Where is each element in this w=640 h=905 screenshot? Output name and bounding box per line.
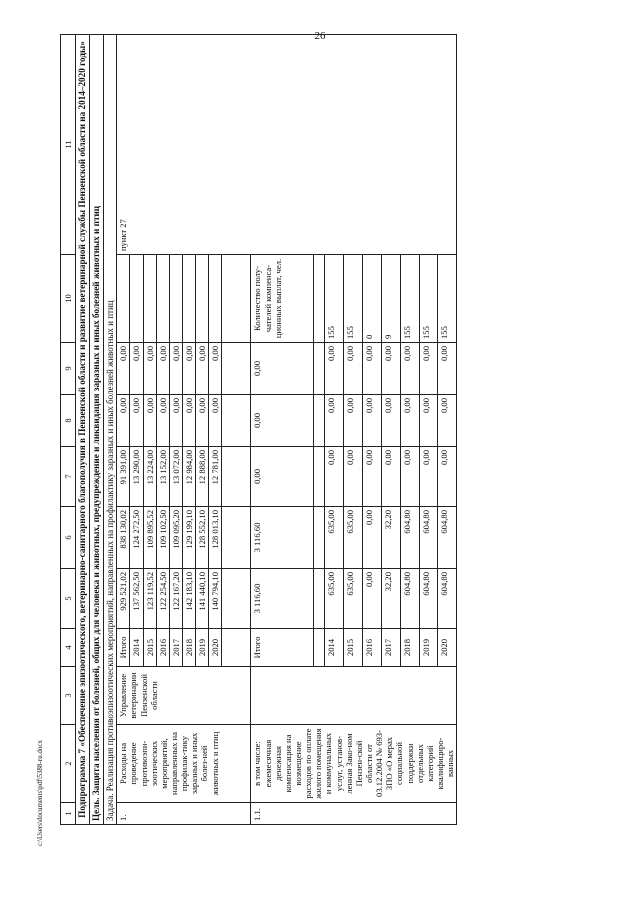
item1-indicator-empty <box>183 255 196 343</box>
item11-c10: 155 <box>400 255 419 343</box>
blank-cell <box>222 507 251 569</box>
item11-c6: 604,80 <box>400 507 419 569</box>
item11-c9: 0,00 <box>325 343 344 395</box>
blank-cell <box>222 255 251 343</box>
blank-cell <box>314 395 325 447</box>
item1-c9: 0,00 <box>183 343 196 395</box>
blank-cell <box>314 447 325 507</box>
table-body <box>76 35 457 825</box>
item11-year: 2019 <box>419 629 438 667</box>
item11-c7: 0,00 <box>363 447 382 507</box>
task-row <box>103 35 117 825</box>
column-number-row <box>61 35 76 825</box>
item1-c9: 0,00 <box>196 343 209 395</box>
column-number-cell: 8 <box>61 395 76 447</box>
item1-c9: 0,00 <box>209 343 222 395</box>
item1-c7: 13 072,00 <box>169 447 182 507</box>
column-number-cell: 10 <box>61 255 76 343</box>
item1-c8: 0,00 <box>169 395 182 447</box>
item1-c7: 12 781,00 <box>209 447 222 507</box>
item11-c7: 0,00 <box>344 447 363 507</box>
item1-c6: 124 272,50 <box>130 507 143 569</box>
item1-c5: 137 562,50 <box>130 569 143 629</box>
item1-c8: 0,00 <box>117 395 130 447</box>
item1-indicator-empty <box>117 255 130 343</box>
item1-c5: 141 440,10 <box>196 569 209 629</box>
item1-executor: Управление ветеринарии Пензенской области <box>117 667 251 725</box>
item1-c9: 0,00 <box>143 343 156 395</box>
item1-year: 2016 <box>156 629 169 667</box>
rotated-table-container <box>60 35 630 825</box>
blank-cell <box>222 447 251 507</box>
item11-c7: 0,00 <box>400 447 419 507</box>
item11-total-c9: 0,00 <box>251 343 314 395</box>
item1-c6: 109 095,20 <box>169 507 182 569</box>
blank-cell <box>314 507 325 569</box>
item11-c6: 635,00 <box>325 507 344 569</box>
item11-c9: 0,00 <box>344 343 363 395</box>
item1-c9: 0,00 <box>117 343 130 395</box>
item11-executor-empty <box>251 667 457 725</box>
item1-c8: 0,00 <box>143 395 156 447</box>
item11-name-text: ежемесячная денежная компенсация на возмещение расходов по оплате жилого помещения и коммунальных услуг, установ-ленная Зако-ном Пензен-ской области от 03.12.2004 № 693-ЗПО «О мерах социальной поддержки отдельных категорий квалифициро-ванных <box>262 728 456 799</box>
budget-table <box>60 34 457 825</box>
item1-indicator-empty <box>209 255 222 343</box>
item11-c7: 0,00 <box>325 447 344 507</box>
item1-number: 1. <box>117 803 251 825</box>
blank-cell <box>222 343 251 395</box>
item1-c8: 0,00 <box>183 395 196 447</box>
item11-c5: 604,80 <box>419 569 438 629</box>
item11-total-c8: 0,00 <box>251 395 314 447</box>
item11-year: 2015 <box>344 629 363 667</box>
blank-cell <box>314 569 325 629</box>
column-number-cell: 11 <box>61 35 76 255</box>
item1-year: 2018 <box>183 629 196 667</box>
item1-c6: 129 199,10 <box>183 507 196 569</box>
item1-indicator-empty <box>156 255 169 343</box>
item1-c7: 12 984,00 <box>183 447 196 507</box>
item11-c10: 155 <box>325 255 344 343</box>
item11-c10: 9 <box>381 255 400 343</box>
item11-number: 1.1. <box>251 803 457 825</box>
item1-indicator-empty <box>130 255 143 343</box>
task-text: Задача. Реализация противоэпизоотических мероприятий, направленных на профилактику заразных и иных болезней животных и птиц <box>103 35 117 825</box>
blank-cell <box>314 255 325 343</box>
item11-name <box>251 725 457 803</box>
item1-c6: 109 895,52 <box>143 507 156 569</box>
item11-indicator: Количество полу-чателей компенса-ционных выплат, чел. <box>251 255 314 343</box>
item11-c6: 0,00 <box>363 507 382 569</box>
item11-c5: 604,80 <box>438 569 457 629</box>
item11-c6: 32,20 <box>381 507 400 569</box>
goal-row <box>89 35 103 825</box>
item11-c8: 0,00 <box>344 395 363 447</box>
column-number-cell: 2 <box>61 725 76 803</box>
item1-c6: 838 130,02 <box>117 507 130 569</box>
item11-c5: 32,20 <box>381 569 400 629</box>
column-number-cell: 9 <box>61 343 76 395</box>
item1-year: 2019 <box>196 629 209 667</box>
item1-c9: 0,00 <box>130 343 143 395</box>
item1-c5: 929 521,02 <box>117 569 130 629</box>
item11-c10: 155 <box>419 255 438 343</box>
column-number-cell: 7 <box>61 447 76 507</box>
item1-c6: 128 552,10 <box>196 507 209 569</box>
blank-cell <box>314 343 325 395</box>
item11-c8: 0,00 <box>381 395 400 447</box>
column-number-cell: 5 <box>61 569 76 629</box>
item11-c9: 0,00 <box>363 343 382 395</box>
column-number-cell: 1 <box>61 803 76 825</box>
item11-year: 2014 <box>325 629 344 667</box>
item11-year: 2016 <box>363 629 382 667</box>
item11-c8: 0,00 <box>325 395 344 447</box>
item11-c10: 155 <box>438 255 457 343</box>
item11-total-c5: 3 116,60 <box>251 569 314 629</box>
item1-c5: 122 254,50 <box>156 569 169 629</box>
item1-year: 2015 <box>143 629 156 667</box>
column-number-cell: 4 <box>61 629 76 667</box>
item1-c6: 128 013,10 <box>209 507 222 569</box>
item1-year: 2014 <box>130 629 143 667</box>
item1-year: 2020 <box>209 629 222 667</box>
item1-c7: 13 290,00 <box>130 447 143 507</box>
note-col11: пункт 27 <box>117 35 457 255</box>
item11-c8: 0,00 <box>400 395 419 447</box>
item11-c10: 155 <box>344 255 363 343</box>
item1-c5: 122 167,20 <box>169 569 182 629</box>
item1-indicator-empty <box>143 255 156 343</box>
page-number: 26 <box>314 30 326 42</box>
item11-c8: 0,00 <box>438 395 457 447</box>
item1-c7: 13 152,00 <box>156 447 169 507</box>
item1-c5: 123 119,52 <box>143 569 156 629</box>
footer-file-path-text: c:\Users\documents\pdf\5388-ru.docx <box>36 740 44 846</box>
blank-cell <box>222 569 251 629</box>
item1-year: Итого <box>117 629 130 667</box>
goal-text: Цель. Защита населения от болезней, общих для человека и животных, предупреждение и ликвидация заразных и иных болезней животных и птиц <box>89 35 103 825</box>
item11-c9: 0,00 <box>419 343 438 395</box>
item11-c7: 0,00 <box>419 447 438 507</box>
item1-c8: 0,00 <box>156 395 169 447</box>
blank-cell <box>222 395 251 447</box>
item11-year: 2020 <box>438 629 457 667</box>
item11-c9: 0,00 <box>400 343 419 395</box>
item1-c8: 0,00 <box>209 395 222 447</box>
item1-c9: 0,00 <box>156 343 169 395</box>
item1-year: 2017 <box>169 629 182 667</box>
item11-total-c6: 3 116,60 <box>251 507 314 569</box>
item1-c7: 13 224,00 <box>143 447 156 507</box>
column-number-cell: 6 <box>61 507 76 569</box>
item1-c8: 0,00 <box>130 395 143 447</box>
item1-row <box>117 35 130 825</box>
item11-c5: 635,00 <box>344 569 363 629</box>
item1-c7: 91 391,00 <box>117 447 130 507</box>
item11-c10: 0 <box>363 255 382 343</box>
item1-c9: 0,00 <box>169 343 182 395</box>
item11-year: 2018 <box>400 629 419 667</box>
item11-c6: 604,80 <box>419 507 438 569</box>
item11-c7: 0,00 <box>381 447 400 507</box>
item11-c5: 0,00 <box>363 569 382 629</box>
item11-c9: 0,00 <box>438 343 457 395</box>
item11-c5: 604,80 <box>400 569 419 629</box>
in-that-number: в том числе: <box>252 741 263 786</box>
item11-year: 2017 <box>381 629 400 667</box>
item11-c6: 604,80 <box>438 507 457 569</box>
item1-c6: 109 102,50 <box>156 507 169 569</box>
column-number-header <box>61 35 76 825</box>
subprogram-title: Подпрограмма 7 «Обеспечение эпизоотического, ветеринарно-санитарного благополучия в Пензенской области и развитие ветеринарной службы Пензенской области на 2014–2020 годы» <box>76 35 90 825</box>
blank-cell <box>222 629 251 667</box>
item1-indicator-empty <box>196 255 209 343</box>
item1-c7: 12 888,00 <box>196 447 209 507</box>
item11-c5: 635,00 <box>325 569 344 629</box>
item1-c8: 0,00 <box>196 395 209 447</box>
subprogram-title-row <box>76 35 90 825</box>
item11-c7: 0,00 <box>438 447 457 507</box>
item11-total-year: Итого <box>251 629 314 667</box>
item1-c5: 142 183,10 <box>183 569 196 629</box>
item11-c8: 0,00 <box>363 395 382 447</box>
item1-name: Расходы на проведение противоэпи-зоотических мероприятий, направленных на профилак-тику заразных и иных болез-ней животных и птиц <box>117 725 251 803</box>
item11-c9: 0,00 <box>381 343 400 395</box>
item11-total-c7: 0,00 <box>251 447 314 507</box>
item11-c8: 0,00 <box>419 395 438 447</box>
item11-c6: 635,00 <box>344 507 363 569</box>
column-number-cell: 3 <box>61 667 76 725</box>
item1-indicator-empty <box>169 255 182 343</box>
blank-cell <box>314 629 325 667</box>
item1-c5: 140 794,10 <box>209 569 222 629</box>
